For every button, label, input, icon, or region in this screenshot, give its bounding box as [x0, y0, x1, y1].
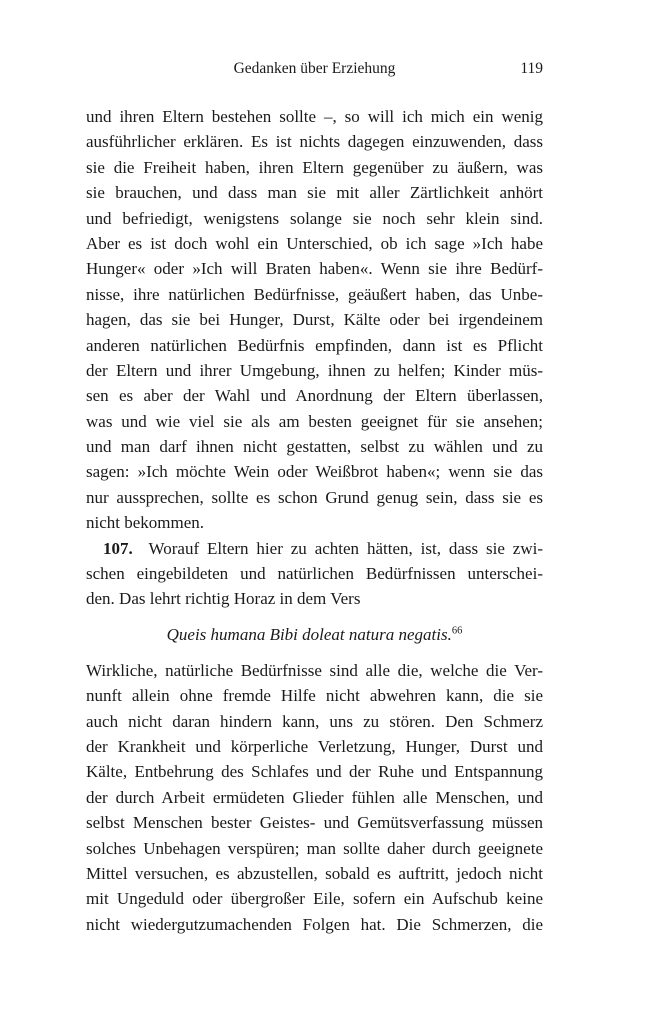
text-line: und man darf ihnen nicht gestatten, selbst zu wählen und zu — [86, 437, 543, 457]
text-line: den. Das lehrt richtig Horaz in dem Vers — [86, 589, 361, 609]
section-number: 107. — [103, 538, 133, 558]
text-line: schen eingebildeten und natürlichen Bedürfnissen unterschei- — [86, 564, 543, 584]
text-line: sagen: »Ich möchte Wein oder Weißbrot haben«; wenn sie das — [86, 462, 543, 482]
text-line: solches Unbehagen verspüren; man sollte daher durch geeignete — [86, 838, 543, 858]
text-line: und befriedigt, wenigstens solange sie noch sehr klein sind. — [86, 208, 543, 228]
text-line: Hunger« oder »Ich will Braten haben«. Wenn sie ihre Bedürf- — [86, 259, 543, 279]
text-line: Wirkliche, natürliche Bedürfnisse sind alle die, welche die Ver- — [86, 660, 543, 680]
text-line: selbst Menschen bester Geistes- und Gemütsverfassung müssen — [86, 813, 543, 833]
text-line: auch nicht daran hindern kann, uns zu stören. Den Schmerz — [86, 711, 543, 731]
page-body — [86, 104, 543, 937]
text-line: Aber es ist doch wohl ein Unterschied, ob ich sage »Ich habe — [86, 233, 543, 253]
section-107 — [86, 536, 543, 612]
text-line: sie brauchen, und dass man sie mit aller Zärtlichkeit anhört — [86, 183, 543, 203]
text-line: nisse, ihre natürlichen Bedürfnisse, geäußert haben, das Unbe- — [86, 284, 543, 304]
text-line: der Krankheit und körperliche Verletzung, Hunger, Durst und — [86, 736, 543, 756]
footnote-marker[interactable]: 66 — [451, 625, 463, 637]
section-text: Worauf Eltern hier zu achten hätten, ist, dass sie zwi- — [148, 538, 544, 558]
text-line: hagen, das sie bei Hunger, Durst, Kälte oder bei irgendeinem — [86, 310, 543, 330]
text-line: sen es aber der Wahl und Anordnung der Eltern überlassen, — [86, 386, 543, 406]
text-line: was und wie viel sie als am besten geeignet für sie ansehen; — [86, 411, 543, 431]
page-header — [86, 60, 543, 84]
text-line: Kälte, Entbehrung des Schlafes und der Ruhe und Entspannung — [86, 762, 543, 782]
text-line: sie die Freiheit haben, ihren Eltern gegenüber zu äußern, was — [86, 157, 543, 177]
quote-text: Queis humana Bibi doleat natura negatis. — [166, 624, 452, 644]
latin-quote — [86, 612, 543, 658]
text-line: nur aussprechen, sollte es schon Grund genug sein, dass sie es — [86, 487, 543, 507]
page-number: 119 — [520, 60, 543, 77]
text-line: der durch Arbeit ermüdeten Glieder fühlen alle Menschen, und — [86, 787, 543, 807]
text-line: nicht bekommen. — [86, 513, 205, 533]
text-line — [86, 536, 543, 561]
text-line: mit Ungeduld oder übergroßer Eile, sofern ein Aufschub keine — [86, 889, 543, 909]
text-line: nunft allein ohne fremde Hilfe nicht abwehren kann, die sie — [86, 686, 543, 706]
text-line: anderen natürlichen Bedürfnis empfinden, dann ist es Pflicht — [86, 335, 543, 355]
text-line: nicht wiedergutzumachenden Folgen hat. Die Schmerzen, die — [86, 914, 543, 934]
text-line: Mittel versuchen, es abzustellen, sobald es auftritt, jedoch nicht — [86, 863, 543, 883]
text-line: der Eltern und ihrer Umgebung, ihnen zu helfen; Kinder müs- — [86, 360, 543, 380]
running-title: Gedanken über Erziehung — [233, 60, 396, 77]
text-line: und ihren Eltern bestehen sollte –, so will ich mich ein wenig — [86, 107, 543, 126]
paragraph-1 — [86, 104, 543, 536]
paragraph-3 — [86, 658, 543, 937]
text-line: ausführlicher erklären. Es ist nichts dagegen einzuwenden, dass — [86, 132, 543, 152]
